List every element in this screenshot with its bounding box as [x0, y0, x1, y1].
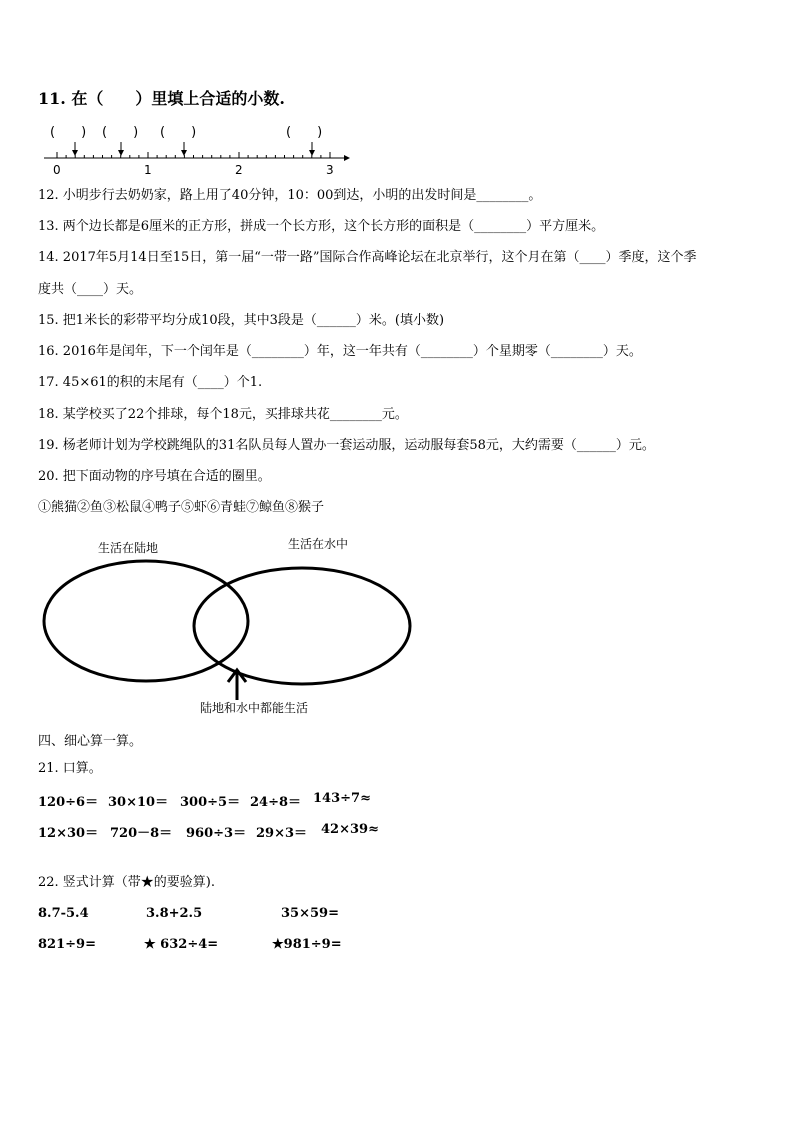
tick-label-2: 2: [235, 163, 243, 177]
number-line-blank-2: ( ): [102, 125, 139, 140]
question-16: 16. 2016年是闰年，下一个闰年是（________）年，这一年共有（________）个星期零（________）天。: [38, 344, 642, 359]
question-17: 17. 45×61的积的末尾有（____）个1.: [38, 375, 263, 390]
number-line-blank-4: ( ): [286, 125, 323, 140]
number-line: [40, 122, 360, 178]
column-calc-2-1: 821÷9=: [38, 937, 96, 952]
question-14-line-1: 14. 2017年5月14日至15日，第一届“一带一路”国际合作高峰论坛在北京举行，这个月在第（____）季度，这个季: [38, 250, 697, 265]
column-calc-2-3: ★981÷9=: [272, 937, 342, 952]
oral-calc-1-4: 24÷8＝: [250, 795, 302, 810]
number-line-blank-3: ( ): [160, 125, 197, 140]
oral-calc-2-1: 12×30＝: [38, 826, 99, 841]
oral-calc-2-4: 29×3＝: [256, 826, 308, 841]
column-calc-1-3: 35×59=: [281, 906, 339, 921]
question-12: 12. 小明步行去奶奶家，路上用了40分钟，10：00到达，小明的出发时间是________。: [38, 188, 542, 203]
section-4-heading: 四、细心算一算。: [38, 734, 143, 749]
animal-list: ①熊猫②鱼③松鼠④鸭子⑤虾⑥青蛙⑦鲸鱼⑧猴子: [38, 500, 325, 515]
oral-calc-2-5: 42×39≈: [321, 822, 379, 837]
question-14-line-2: 度共（____）天。: [38, 282, 143, 297]
tick-label-3: 3: [326, 163, 334, 177]
question-20: 20. 把下面动物的序号填在合适的圈里。: [38, 469, 271, 484]
question-22-title: 22. 竖式计算（带★的要验算).: [38, 875, 216, 890]
column-calc-2-2: ★ 632÷4=: [144, 937, 219, 952]
column-calc-1-2: 3.8+2.5: [146, 906, 203, 921]
land-label: 生活在陆地: [98, 541, 159, 555]
both-label: 陆地和水中都能生活: [200, 701, 309, 715]
tick-label-1: 1: [144, 163, 152, 177]
number-line-ticks: [57, 152, 330, 158]
tick-label-0: 0: [53, 163, 61, 177]
question-11: 11. 在（ ）里填上合适的小数.: [38, 89, 285, 108]
oral-calc-1-5: 143÷7≈: [313, 791, 371, 806]
venn-diagram: [40, 530, 440, 720]
water-circle: [194, 568, 410, 684]
oral-calc-1-1: 120÷6＝: [38, 795, 99, 810]
oral-calc-2-2: 720－8＝: [110, 826, 173, 841]
number-line-blank-1: ( ): [50, 125, 87, 140]
column-calc-1-1: 8.7-5.4: [38, 906, 89, 921]
question-19: 19. 杨老师计划为学校跳绳队的31名队员每人置办一套运动服，运动服每套58元，大约需要（______）元。: [38, 438, 655, 453]
oral-calc-2-3: 960÷3＝: [186, 826, 247, 841]
question-13: 13. 两个边长都是6厘米的正方形，拼成一个长方形，这个长方形的面积是（________）平方厘米。: [38, 219, 605, 234]
water-label: 生活在水中: [288, 537, 349, 551]
oral-calc-1-2: 30×10＝: [108, 795, 169, 810]
question-21-title: 21. 口算。: [38, 761, 102, 776]
oral-calc-1-3: 300÷5＝: [180, 795, 241, 810]
question-18: 18. 某学校买了22个排球，每个18元，买排球共花________元。: [38, 407, 408, 422]
question-15: 15. 把1米长的彩带平均分成10段，其中3段是（______）米。(填小数): [38, 313, 445, 328]
number-line-arrows: [75, 142, 312, 154]
